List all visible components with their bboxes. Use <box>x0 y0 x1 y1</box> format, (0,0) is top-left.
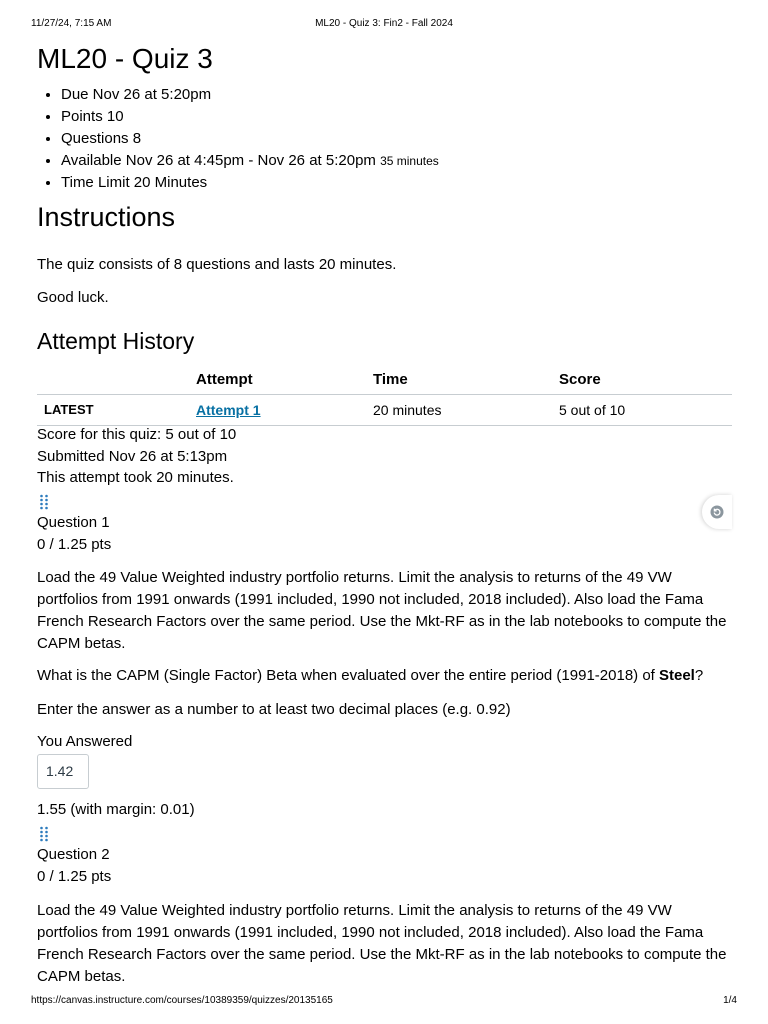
question-2-title: Question 2 <box>37 846 110 863</box>
print-title: ML20 - Quiz 3: Fin2 - Fall 2024 <box>315 18 453 29</box>
page-number: 1/4 <box>723 995 737 1006</box>
table-header-row <box>37 366 732 395</box>
industry-name: Steel <box>659 667 695 684</box>
instructions-title: Instructions <box>37 202 176 232</box>
instructions-paragraph: The quiz consists of 8 questions and lasts 20 minutes. <box>37 256 397 273</box>
latest-label: LATEST <box>44 402 94 417</box>
meta-time-limit: • Time Limit 20 Minutes <box>61 172 439 194</box>
grip-dots-icon[interactable] <box>39 826 49 842</box>
question-1-body: Load the 49 Value Weighted industry portfolio returns. Limit the analysis to returns of the 49 VW portfolios from 1991 onwards (1991 included, 1990 not included, 2018 included). Also load the Fama French Research Factors over the same period. Use the Mkt-RF as in the lab notebooks to compute the CAPM betas. <box>37 569 727 652</box>
print-footer <box>0 994 768 1008</box>
you-answered-label: You Answered <box>37 733 133 750</box>
quiz-title: ML20 - Quiz 3 <box>37 43 213 74</box>
reload-icon <box>710 505 724 519</box>
attempt-history-table <box>37 366 732 426</box>
correct-answer: 1.55 (with margin: 0.01) <box>37 801 195 818</box>
duration-summary: This attempt took 20 minutes. <box>37 469 234 486</box>
column-header-attempt: Attempt <box>196 371 253 388</box>
meta-available: • Available Nov 26 at 4:45pm - Nov 26 at 5:20pm 35 minutes <box>61 150 439 172</box>
meta-questions: • Questions 8 <box>61 128 439 150</box>
question-2-body: Load the 49 Value Weighted industry portfolio returns. Limit the analysis to returns of the 49 VW portfolios from 1991 onwards (1991 included, 1990 not included, 2018 included). Also load the Fama French Research Factors over the same period. Use the Mkt-RF as in the lab notebooks to compute the CAPM betas. <box>37 902 727 985</box>
submitted-summary: Submitted Nov 26 at 5:13pm <box>37 448 228 465</box>
table-row <box>37 395 732 426</box>
grip-dots-icon[interactable] <box>39 494 49 510</box>
quiz-meta-list <box>37 84 439 194</box>
column-header-score: Score <box>559 371 601 388</box>
question-1-instruction: Enter the answer as a number to at least two decimal places (e.g. 0.92) <box>37 701 511 718</box>
print-header <box>0 17 768 31</box>
question-1-prompt: What is the CAPM (Single Factor) Beta when evaluated over the entire period (1991-2018) of Steel? <box>37 667 704 684</box>
attempt-history-title: Attempt History <box>37 328 195 354</box>
meta-points: • Points 10 <box>61 106 439 128</box>
meta-due: • Due Nov 26 at 5:20pm <box>61 84 439 106</box>
answer-field: 1.42 <box>37 754 89 789</box>
attempt-1-link[interactable]: Attempt 1 <box>196 402 261 418</box>
question-1-title: Question 1 <box>37 514 110 531</box>
question-2-points: 0 / 1.25 pts <box>37 868 112 885</box>
print-date: 11/27/24, 7:15 AM <box>31 18 112 29</box>
attempt-score: 5 out of 10 <box>559 402 626 418</box>
side-tab-button[interactable] <box>702 495 732 529</box>
column-header-time: Time <box>373 371 408 388</box>
quiz-score-summary: Score for this quiz: 5 out of 10 <box>37 426 237 443</box>
available-duration-note: 35 minutes <box>380 154 439 168</box>
page-url: https://canvas.instructure.com/courses/10389359/quizzes/20135165 <box>31 995 333 1006</box>
question-1-points: 0 / 1.25 pts <box>37 536 112 553</box>
instructions-paragraph: Good luck. <box>37 289 109 306</box>
attempt-time: 20 minutes <box>373 402 442 418</box>
